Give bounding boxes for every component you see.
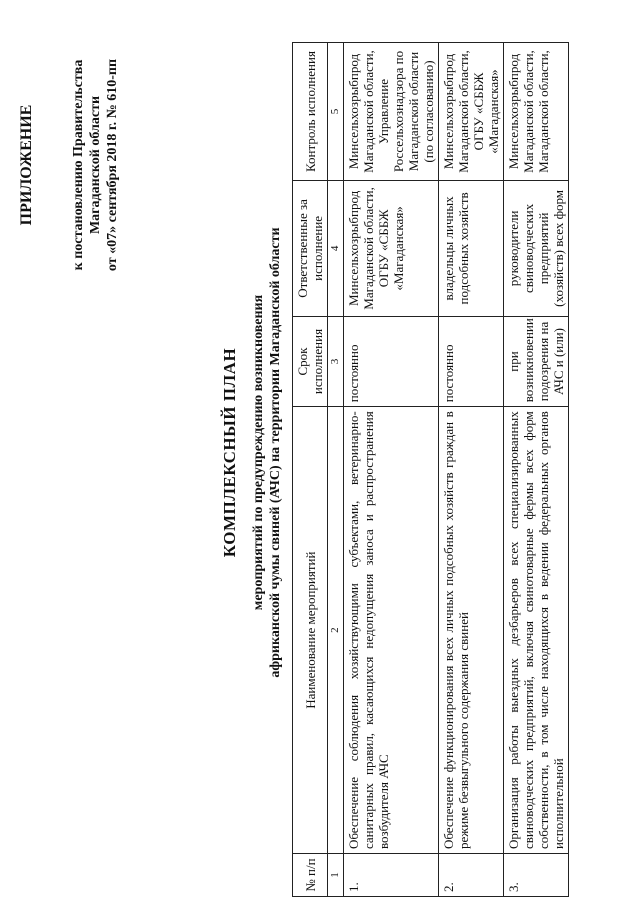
header-num: № п/п [293,854,328,897]
row-num: 1. [344,854,439,897]
row-num: 3. [504,854,569,897]
table-row [344,43,439,897]
row-name: Организация работы выездных дезбарьеров всех специализированных свиноводческих предприятий, включая свинотоварные фермы всех форм собственности, в том числе находящихся в ведении федеральных органов исполнительной [504,407,569,854]
row-control: Минсельхозрыбпрод Магаданской области, Управление Россельхознадзора по Магаданской области (по согласованию) [344,43,439,181]
plan-subtitle [250,0,284,905]
row-num: 2. [439,854,504,897]
table-header-row [293,43,328,897]
column-number: 5 [328,43,344,181]
row-term: при возникновении подозрения на АЧС и (или) [504,316,569,406]
row-control: Минсельхозрыбпрод Магаданской области, ОГБУ «СББЖ «Магаданская» [439,43,504,181]
subtitle-line-1: мероприятий по предупреждению возникновения [251,294,266,611]
column-number: 4 [328,181,344,317]
row-name: Обеспечение функционирования всех личных подсобных хозяйств граждан в режиме безвыгульного содержания свиней [439,407,504,854]
column-number: 3 [328,316,344,406]
appendix-line-3: от «07» сентября 2018 г. № 610-пп [105,58,120,272]
table-row [504,43,569,897]
appendix-line-2: Магаданской области [88,95,103,235]
row-term: постоянно [344,316,439,406]
appendix-block [18,25,121,305]
table-row [439,43,504,897]
row-term: постоянно [439,316,504,406]
row-resp: руководители свиноводческих предприятий (хозяйств) всех форм [504,181,569,317]
row-resp: владельцы личных подсобных хозяйств [439,181,504,317]
header-control: Контроль исполнения [293,43,328,181]
row-control: Минсельхозрыбпрод Магаданской области, Магаданской области, [504,43,569,181]
plan-title: КОМПЛЕКСНЫЙ ПЛАН [220,347,239,558]
row-name: Обеспечение соблюдения хозяйствующими субъектами, ветеринарно-санитарных правил, касающихся недопущения заноса и распространения возбудителя АЧС [344,407,439,854]
row-resp: Минсельхозрыбпрод Магаданской области, ОГБУ «СББЖ «Магаданская» [344,181,439,317]
header-resp: Ответственные за исполнение [293,181,328,317]
column-number: 1 [328,854,344,897]
plan-table [292,42,569,897]
column-number-row [328,43,344,897]
subtitle-line-2: африканской чумы свиней (АЧС) на территории Магаданской области [268,227,283,678]
appendix-line-1: к постановлению Правительства [71,59,86,271]
header-term: Срок исполнения [293,316,328,406]
header-name: Наименование мероприятий [293,407,328,854]
column-number: 2 [328,407,344,854]
appendix-title: ПРИЛОЖЕНИЕ [18,104,35,226]
